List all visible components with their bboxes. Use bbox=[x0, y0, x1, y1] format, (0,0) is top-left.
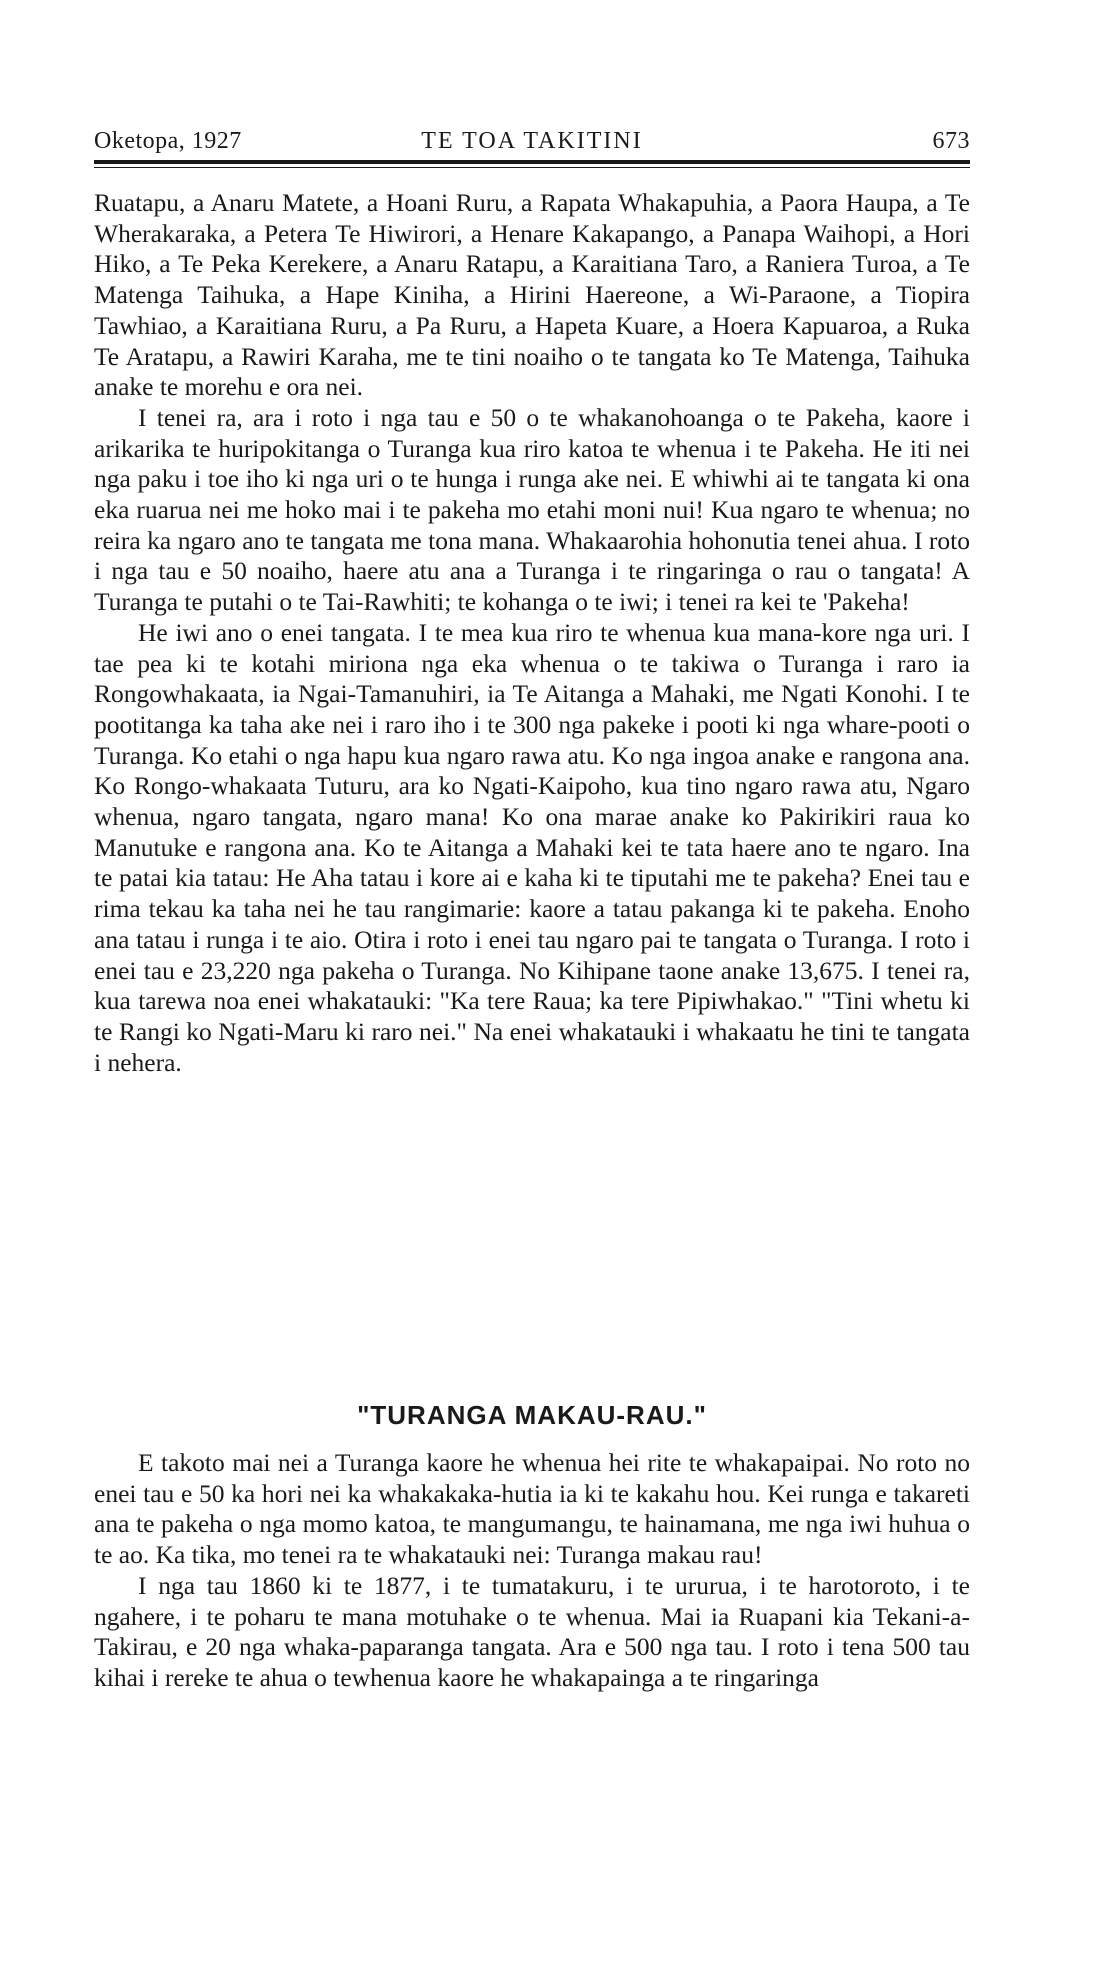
paragraph: He iwi ano o enei tangata. I te mea kua riro te whenua kua mana-kore nga uri. I tae pea ki te kotahi miriona nga eka whenua o te takiwa o Turanga i raro ia Rongowhakaata, ia Ngai-Tamanuhiri, ia Te Aitanga a Mahaki, me Ngati Konohi. I te pootitanga ka taha ake nei i raro iho i te 300 nga pakeke i pooti ki nga whare-pooti o Turanga. Ko etahi o nga hapu kua ngaro rawa atu. Ko nga ingoa anake e rangona ana. Ko Rongo-whakaata Tuturu, ara ko Ngati-Kaipoho, kua tino ngaro rawa atu, Ngaro whenua, ngaro tangata, ngaro mana! Ko ona marae anake ko Pakirikiri raua ko Manutuke e rangona ana. Ko te Aitanga a Mahaki kei te tata haere ano te ngaro. Ina te patai kia tatau: He Aha tatau i kore ai e kaha ki te tiputahi me te pakeha? Enei tau e rima tekau ka taha nei he tau rangimarie: kaore a tatau pakanga ki te pakeha. Enoho ana tatau i runga i te aio. Otira i roto i enei tau ngaro pai te tangata o Turanga. I roto i enei tau e 23,220 nga pakeha o Turanga. No Kihipane taone anake 13,675. I tenei ra, kua tarewa noa enei whakatauki: "Ka tere Raua; ka tere Pipiwhakao." "Tini whetu ki te Rangi ko Ngati-Maru ki raro nei." Na enei whakatauki i whakaatu he tini te tangata i nehera. bbox=[94, 617, 970, 1077]
paragraph: I tenei ra, ara i roto i nga tau e 50 o te whakanohoanga o te Pakeha, kaore i arikarika te huripokitanga o Turanga kua riro katoa te whenua i te Pakeha. He iti nei nga paku i toe iho ki nga uri o te hunga i runga ake nei. E whiwhi ai te tangata ki ona eka ruarua nei me hoko mai i te pakeha mo etahi moni nui! Kua ngaro te whenua; no reira ka ngaro ano te tangata me tona mana. Whakaarohia hohonutia tenei ahua. I roto i nga tau e 50 noaiho, haere atu ana a Turanga i te ringaringa o rau o tangata! A Turanga te putahi o te Tai-Rawhiti; te kohanga o te iwi; i tenei ra kei te 'Pakeha! bbox=[94, 402, 970, 617]
header-page-number: 673 bbox=[932, 128, 970, 154]
paragraph: I nga tau 1860 ki te 1877, i te tumatakuru, i te ururua, i te harotoroto, i te ngahere, i te poharu te mana motuhake o te whenua. Mai ia Ruapani kia Tekani-a-Takirau, e 20 nga whaka-paparanga tangata. Ara e 500 nga tau. I roto i tena 500 tau kihai i rereke te ahua o tewhenua kaore he whakapainga a te ringaringa bbox=[94, 1570, 970, 1692]
section-text bbox=[94, 1448, 970, 1694]
section-heading: "TURANGA MAKAU-RAU." bbox=[357, 1400, 707, 1430]
header-rule-thin bbox=[94, 167, 970, 168]
header-rule-thick bbox=[94, 160, 970, 164]
header-journal-title: TE TOA TAKITINI bbox=[421, 128, 643, 154]
main-text bbox=[94, 188, 970, 1078]
header-date: Oketopa, 1927 bbox=[94, 128, 242, 154]
running-header bbox=[94, 128, 970, 162]
paragraph: Ruatapu, a Anaru Matete, a Hoani Ruru, a Rapata Whakapuhia, a Paora Haupa, a Te Wherakaraka, a Petera Te Hiwirori, a Henare Kakapango, a Panapa Waihopi, a Hori Hiko, a Te Peka Kerekere, a Anaru Ratapu, a Karaitiana Taro, a Raniera Turoa, a Te Matenga Taihuka, a Hape Kiniha, a Hirini Haereone, a Wi-Paraone, a Tiopira Tawhiao, a Karaitiana Ruru, a Pa Ruru, a Hapeta Kuare, a Hoera Kapuaroa, a Ruka Te Aratapu, a Rawiri Karaha, me te tini noaiho o te tangata ko Te Matenga, Taihuka anake te morehu e ora nei. bbox=[94, 188, 970, 402]
paragraph: E takoto mai nei a Turanga kaore he whenua hei rite te whakapaipai. No roto no enei tau e 50 ka hori nei ka whakakaka-hutia ia ki te kakahu hou. Kei runga e takareti ana te pakeha o nga momo katoa, te mangumangu, te hainamana, me nga iwi huhua o te ao. Ka tika, mo tenei ra te whakatauki nei: Turanga makau rau! bbox=[94, 1448, 970, 1570]
